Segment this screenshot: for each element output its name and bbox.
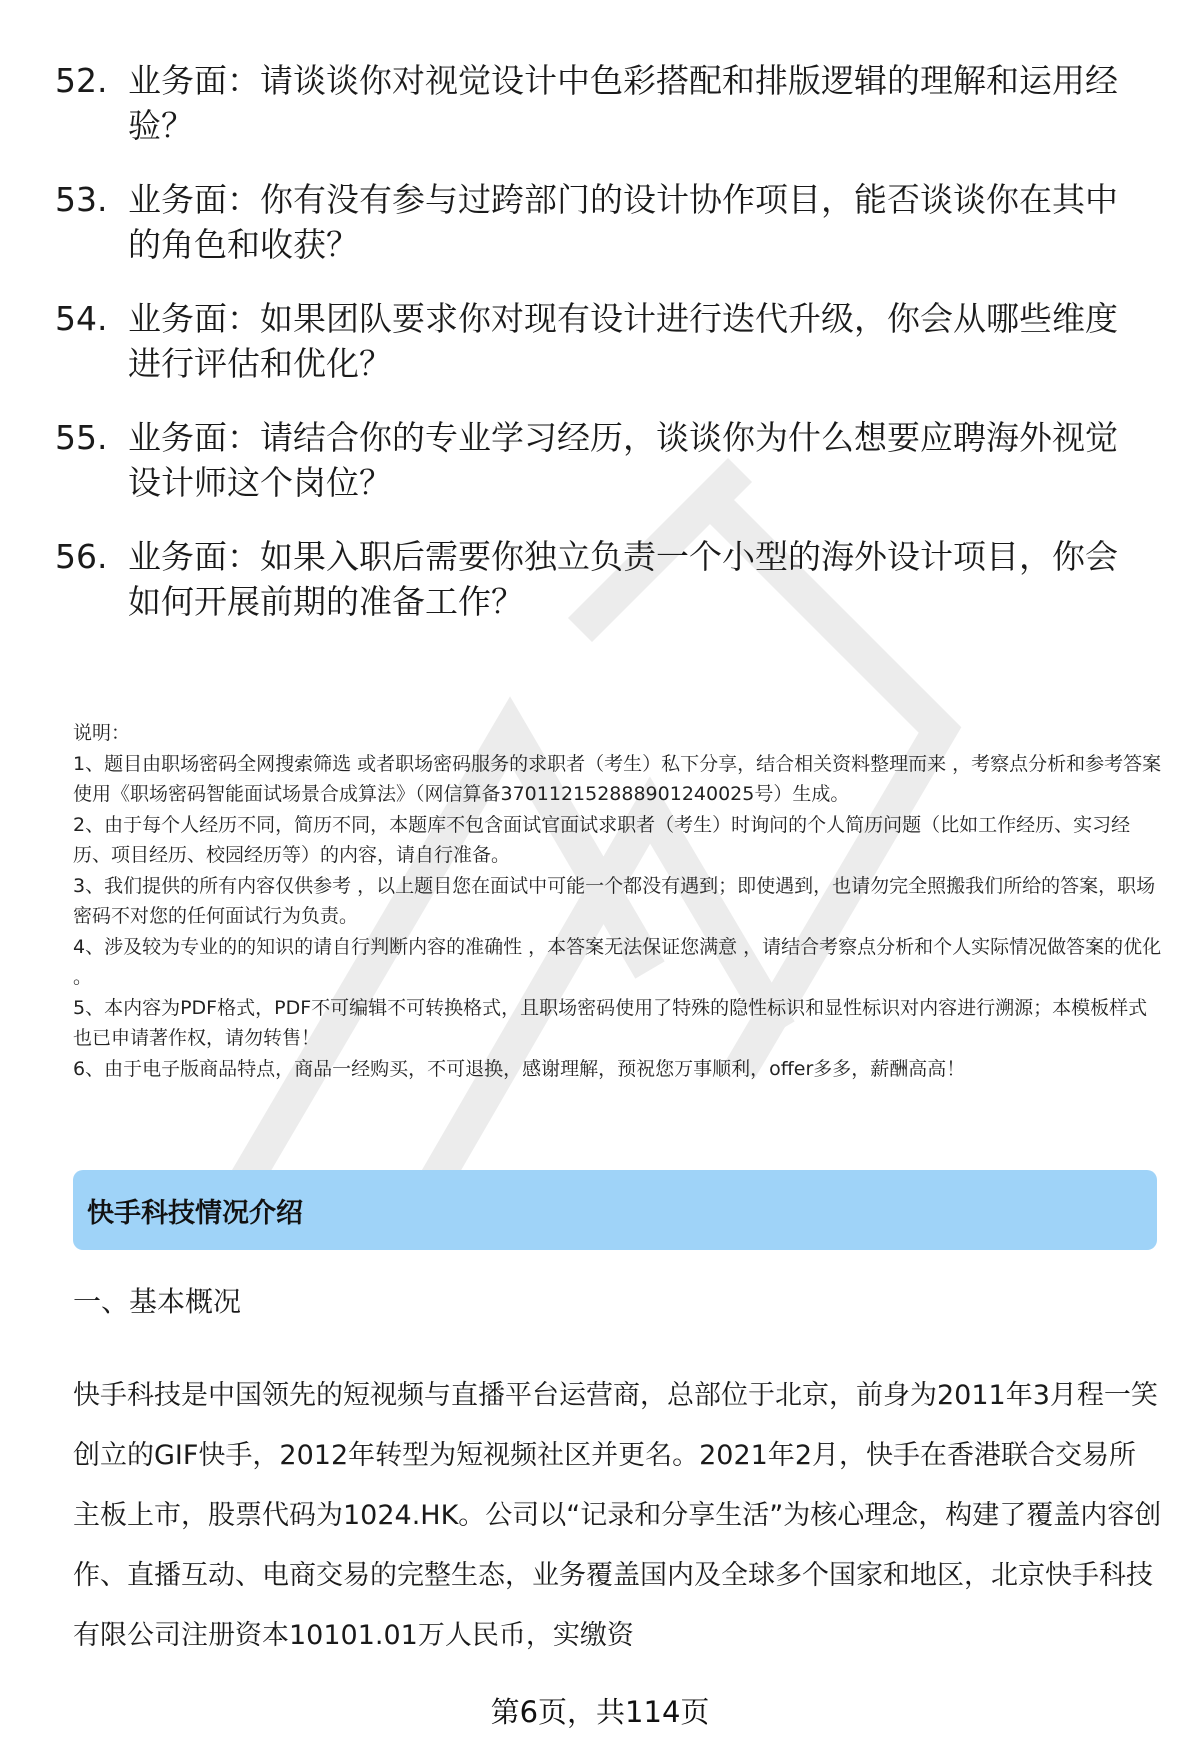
question-item — [55, 534, 1145, 624]
question-text: 业务面：请结合你的专业学习经历，谈谈你为什么想要应聘海外视觉设计师这个岗位？ — [128, 418, 1118, 502]
question-number: 52. — [55, 61, 108, 100]
question-item — [55, 415, 1145, 505]
question-list — [55, 58, 1145, 653]
note-item: 2、由于每个人经历不同，简历不同，本题库不包含面试官面试求职者（考生）时询问的个人简历问题（比如工作经历、实习经历、项目经历、校园经历等）的内容，请自行准备。 — [73, 813, 1131, 866]
question-text: 业务面：如果团队要求你对现有设计进行迭代升级，你会从哪些维度进行评估和优化？ — [128, 299, 1118, 383]
question-text: 业务面：如果入职后需要你独立负责一个小型的海外设计项目，你会如何开展前期的准备工作？ — [128, 537, 1118, 621]
section-banner — [73, 1170, 1157, 1250]
note-item: 1、题目由职场密码全网搜索筛选 或者职场密码服务的求职者（考生）私下分享，结合相关资料整理而来 ，考察点分析和参考答案使用《职场密码智能面试场景合成算法》（网信算备370112152888901240025号）生成。 — [73, 752, 1162, 805]
question-text: 业务面：你有没有参与过跨部门的设计协作项目，能否谈谈你在其中的角色和收获？ — [128, 180, 1118, 264]
question-item — [55, 58, 1145, 148]
notes-section — [73, 718, 1163, 1084]
notes-title: 说明： — [73, 722, 131, 744]
paragraph-text: 快手科技是中国领先的短视频与直播平台运营商，总部位于北京，前身为2011年3月程一笑创立的GIF快手，2012年转型为短视频社区并更名。2021年2月，快手在香港联合交易所主板上市，股票代码为1024.HK。公司以“记录和分享生活”为核心理念，构建了覆盖内容创作、直播互动、电商交易的完整生态，业务覆盖国内及全球多个国家和地区，北京快手科技有限公司注册资本10101.01万人民币，实缴资 — [73, 1380, 1162, 1651]
question-number: 54. — [55, 299, 108, 338]
page-number: 第6页，共114页 — [490, 1695, 710, 1729]
question-number: 55. — [55, 418, 108, 457]
note-item: 6、由于电子版商品特点，商品一经购买，不可退换，感谢理解，预祝您万事顺利，offer多多，薪酬高高！ — [73, 1057, 966, 1080]
note-item: 5、本内容为PDF格式，PDF不可编辑不可转换格式，且职场密码使用了特殊的隐性标识和显性标识对内容进行溯源；本模板样式也已申请著作权，请勿转售！ — [73, 996, 1148, 1049]
note-item: 4、涉及较为专业的的知识的请自行判断内容的准确性 ，本答案无法保证您满意 ，请结合考察点分析和个人实际情况做答案的优化 。 — [73, 935, 1162, 988]
section-subheading: 一、基本概况 — [73, 1285, 242, 1318]
question-item — [55, 296, 1145, 386]
company-intro-paragraph — [73, 1366, 1163, 1666]
question-number: 56. — [55, 537, 108, 576]
question-number: 53. — [55, 180, 108, 219]
question-item — [55, 177, 1145, 267]
note-item: 3、我们提供的所有内容仅供参考 ，以上题目您在面试中可能一个都没有遇到；即使遇到，也请勿完全照搬我们所给的答案，职场密码不对您的任何面试行为负责。 — [73, 874, 1156, 927]
question-text: 业务面：请谈谈你对视觉设计中色彩搭配和排版逻辑的理解和运用经验？ — [128, 61, 1118, 145]
section-title: 快手科技情况介绍 — [87, 1197, 303, 1229]
